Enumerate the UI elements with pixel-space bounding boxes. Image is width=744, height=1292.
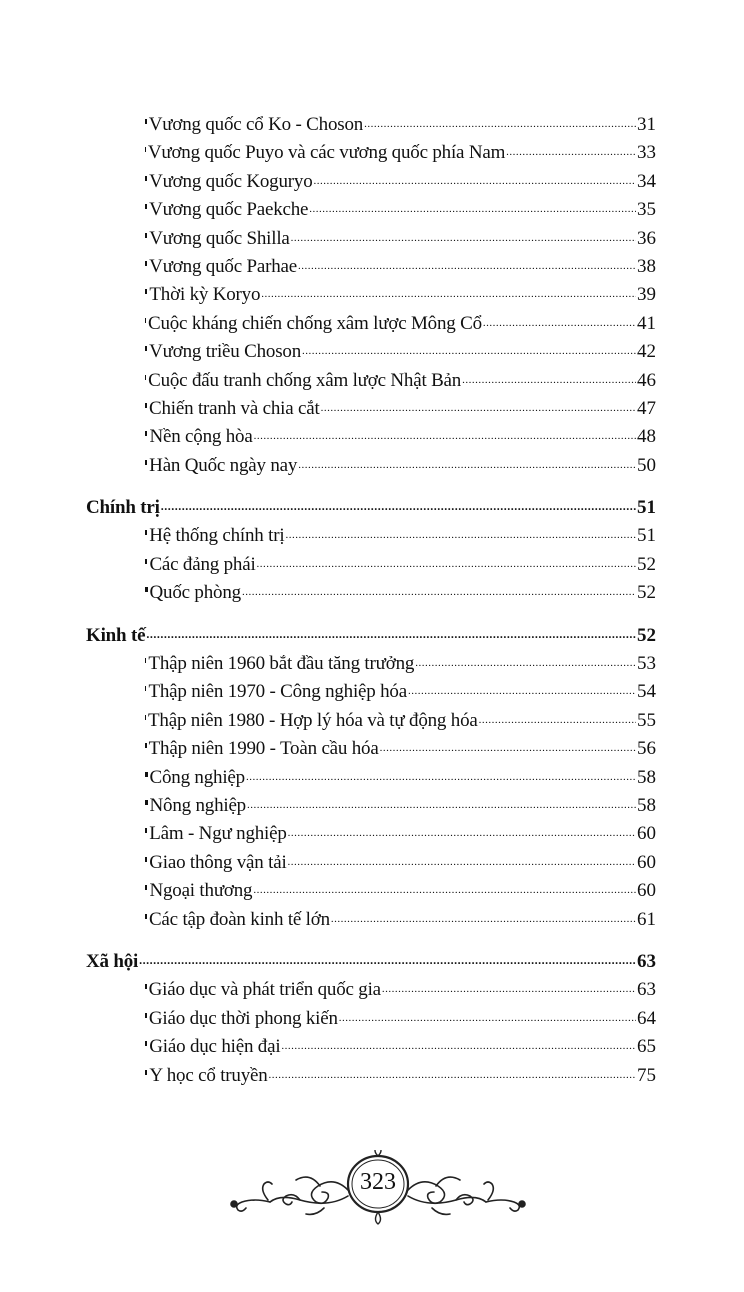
square-bullet-icon (145, 147, 146, 152)
toc-entry-title: Kinh tế (86, 624, 146, 646)
toc-page-number: 60 (637, 880, 656, 902)
toc-entry-title: Nông nghiệp (149, 794, 246, 816)
toc-entry-title: Thập niên 1970 - Công nghiệp hóa (148, 681, 407, 703)
square-bullet-icon (145, 800, 148, 805)
toc-page-number: 46 (637, 369, 656, 391)
toc-entry[interactable] (86, 707, 656, 735)
toc-entry[interactable] (86, 310, 656, 338)
toc-entry[interactable] (86, 338, 656, 366)
toc-page-number: 31 (637, 114, 656, 135)
dot-leader (415, 657, 636, 669)
dot-leader (314, 175, 636, 187)
dot-leader (261, 288, 636, 300)
dot-leader (288, 827, 636, 839)
dot-leader (309, 203, 636, 215)
dot-leader (257, 558, 636, 570)
dot-leader (247, 799, 636, 811)
toc-entry-title: Giáo dục thời phong kiến (148, 1007, 338, 1029)
toc-entry-title: Ngoại thương (149, 880, 253, 902)
dot-leader (331, 913, 636, 925)
square-bullet-icon (145, 857, 147, 862)
toc-entry-title: Vương quốc Shilla (149, 227, 290, 249)
dot-leader (364, 118, 636, 130)
toc-entry[interactable] (86, 820, 656, 848)
toc-page-number: 42 (637, 341, 656, 363)
square-bullet-icon (145, 261, 147, 266)
toc-entry-title: Cuộc kháng chiến chống xâm lược Mông Cổ (147, 312, 482, 334)
square-bullet-icon (145, 318, 146, 323)
dot-leader (161, 500, 636, 512)
toc-page-number: 51 (637, 525, 656, 547)
square-bullet-icon (145, 375, 146, 380)
toc-page-number: 52 (637, 553, 656, 575)
toc-page-number: 55 (637, 709, 656, 731)
toc-page-number: 52 (637, 582, 656, 604)
toc-entry[interactable] (86, 196, 656, 224)
toc-page-number: 54 (637, 681, 656, 703)
toc-entry[interactable] (86, 877, 656, 905)
toc-entry-title: Vương quốc Parhae (149, 255, 297, 277)
square-bullet-icon (145, 176, 147, 181)
toc-entry[interactable] (86, 551, 656, 579)
square-bullet-icon (145, 686, 146, 691)
dot-leader (246, 771, 636, 783)
toc-page-number: 34 (637, 170, 656, 192)
dot-leader (269, 1069, 636, 1081)
toc-entry-title: Quốc phòng (149, 582, 241, 604)
toc-page-number: 38 (637, 255, 656, 277)
toc-entry-title: Vương quốc Paekche (149, 199, 309, 221)
square-bullet-icon (145, 743, 147, 748)
toc-entry-title: Các tập đoàn kinh tế lớn (148, 908, 330, 930)
toc-entry-title: Giáo dục hiện đại (149, 1036, 281, 1058)
dot-leader (408, 685, 636, 697)
toc-entry[interactable] (86, 452, 656, 480)
square-bullet-icon (145, 828, 147, 833)
toc-entry-title: Chiến tranh và chia cắt (149, 397, 320, 419)
square-bullet-icon (145, 346, 147, 351)
toc-page-number: 39 (637, 284, 656, 306)
dot-leader (462, 374, 636, 386)
toc-entry[interactable] (86, 1005, 656, 1033)
toc-entry[interactable] (86, 792, 656, 820)
dot-leader (254, 430, 636, 442)
square-bullet-icon (145, 289, 147, 294)
table-of-contents (86, 111, 656, 1090)
dot-leader (479, 714, 636, 726)
square-bullet-icon (145, 587, 148, 592)
toc-entry-title: Thời kỳ Koryo (149, 284, 261, 306)
toc-entry[interactable] (86, 1033, 656, 1061)
toc-page-number: 51 (637, 497, 656, 519)
square-bullet-icon (145, 559, 147, 564)
toc-page-number: 63 (637, 950, 656, 972)
square-bullet-icon (145, 1070, 147, 1075)
toc-entry[interactable] (86, 423, 656, 451)
toc-page-number: 75 (637, 1064, 656, 1086)
toc-page-number: 50 (637, 454, 656, 476)
toc-page-number: 58 (637, 766, 656, 788)
dot-leader (339, 1012, 636, 1024)
toc-page-number: 48 (637, 426, 656, 448)
toc-page-number: 41 (637, 312, 656, 334)
dot-leader (285, 529, 636, 541)
toc-page-number: 56 (637, 738, 656, 760)
square-bullet-icon (145, 715, 146, 720)
toc-entry-title: Y học cổ truyền (149, 1064, 268, 1086)
toc-entry-title: Cuộc đấu tranh chống xâm lược Nhật Bản (148, 369, 462, 391)
square-bullet-icon (145, 658, 146, 663)
dot-leader (302, 345, 636, 357)
toc-entry-title: Các đảng phái (149, 553, 256, 575)
toc-page-number: 65 (637, 1036, 656, 1058)
toc-entry-title: Vương triều Choson (149, 341, 301, 363)
square-bullet-icon (145, 233, 147, 238)
dot-leader (253, 884, 636, 896)
toc-entry[interactable] (86, 764, 656, 792)
toc-entry[interactable] (86, 678, 656, 706)
dot-leader (288, 856, 636, 868)
toc-entry[interactable] (86, 281, 656, 309)
toc-page-number: 53 (637, 653, 656, 675)
toc-page-number: 36 (637, 227, 656, 249)
toc-entry[interactable] (86, 522, 656, 550)
toc-entry[interactable] (86, 650, 656, 678)
toc-entry[interactable] (86, 253, 656, 281)
toc-page-number: 60 (637, 823, 656, 845)
toc-page-number: 47 (637, 397, 656, 419)
toc-entry[interactable] (86, 735, 656, 763)
toc-entry[interactable] (86, 1062, 656, 1090)
page-number: 323 (360, 1169, 396, 1195)
square-bullet-icon (145, 431, 147, 436)
square-bullet-icon (145, 530, 147, 535)
toc-page-number: 63 (637, 979, 656, 1001)
toc-entry-title: Vương quốc Puyo và các vương quốc phía Nam (147, 142, 506, 164)
toc-entry[interactable] (86, 139, 656, 167)
toc-page-number: 35 (637, 199, 656, 221)
toc-page-number: 64 (637, 1007, 656, 1029)
toc-entry-title: Lâm - Ngư nghiệp (149, 823, 287, 845)
dot-leader (298, 459, 636, 471)
toc-entry-title: Chính trị (86, 497, 160, 519)
dot-leader (380, 742, 636, 754)
dot-leader (382, 983, 636, 995)
toc-entry-title: Thập niên 1960 bắt đầu tăng trưởng (148, 653, 415, 675)
dot-leader (506, 146, 636, 158)
square-bullet-icon (145, 984, 147, 989)
dot-leader (321, 402, 636, 414)
toc-page-number: 60 (637, 851, 656, 873)
toc-entry-title: Vương quốc Koguryo (149, 170, 313, 192)
dot-leader (139, 954, 636, 966)
toc-entry[interactable] (86, 906, 656, 934)
square-bullet-icon (145, 119, 147, 124)
square-bullet-icon (145, 204, 147, 209)
toc-entry[interactable] (86, 579, 656, 607)
square-bullet-icon (145, 885, 147, 890)
square-bullet-icon (145, 772, 148, 777)
dot-leader (291, 232, 636, 244)
square-bullet-icon (145, 914, 147, 919)
dot-leader (146, 628, 636, 640)
toc-entry[interactable] (86, 395, 656, 423)
dot-leader (483, 317, 636, 329)
toc-entry-title: Hệ thống chính trị (149, 525, 285, 547)
toc-entry-title: Giao thông vận tải (149, 851, 287, 873)
toc-entry-title: Xã hội (86, 950, 139, 972)
toc-entry[interactable] (86, 849, 656, 877)
dot-leader (242, 586, 636, 598)
square-bullet-icon (145, 460, 147, 465)
toc-section-entry[interactable] (86, 622, 656, 650)
toc-entry-title: Thập niên 1980 - Hợp lý hóa và tự động hóa (148, 709, 478, 731)
toc-entry-title: Vương quốc cổ Ko - Choson (148, 114, 364, 135)
toc-entry[interactable] (86, 367, 656, 395)
square-bullet-icon (145, 1013, 147, 1018)
square-bullet-icon (145, 1041, 147, 1046)
toc-page-number: 33 (637, 142, 656, 164)
toc-entry[interactable] (86, 225, 656, 253)
toc-entry[interactable] (86, 168, 656, 196)
toc-page-number: 61 (637, 908, 656, 930)
toc-page-number: 52 (637, 624, 656, 646)
toc-entry-title: Nền cộng hòa (149, 426, 253, 448)
toc-section-entry[interactable] (86, 494, 656, 522)
dot-leader (281, 1040, 636, 1052)
toc-section-entry[interactable] (86, 948, 656, 976)
toc-entry-title: Thập niên 1990 - Toàn cầu hóa (148, 738, 379, 760)
toc-entry[interactable] (86, 111, 656, 139)
toc-entry-title: Hàn Quốc ngày nay (149, 454, 298, 476)
page-footer-ornament (228, 1150, 528, 1240)
toc-page-number: 58 (637, 794, 656, 816)
square-bullet-icon (145, 403, 147, 408)
dot-leader (298, 260, 636, 272)
toc-entry-title: Giáo dục và phát triển quốc gia (148, 979, 381, 1001)
toc-entry[interactable] (86, 976, 656, 1004)
toc-entry-title: Công nghiệp (149, 766, 245, 788)
